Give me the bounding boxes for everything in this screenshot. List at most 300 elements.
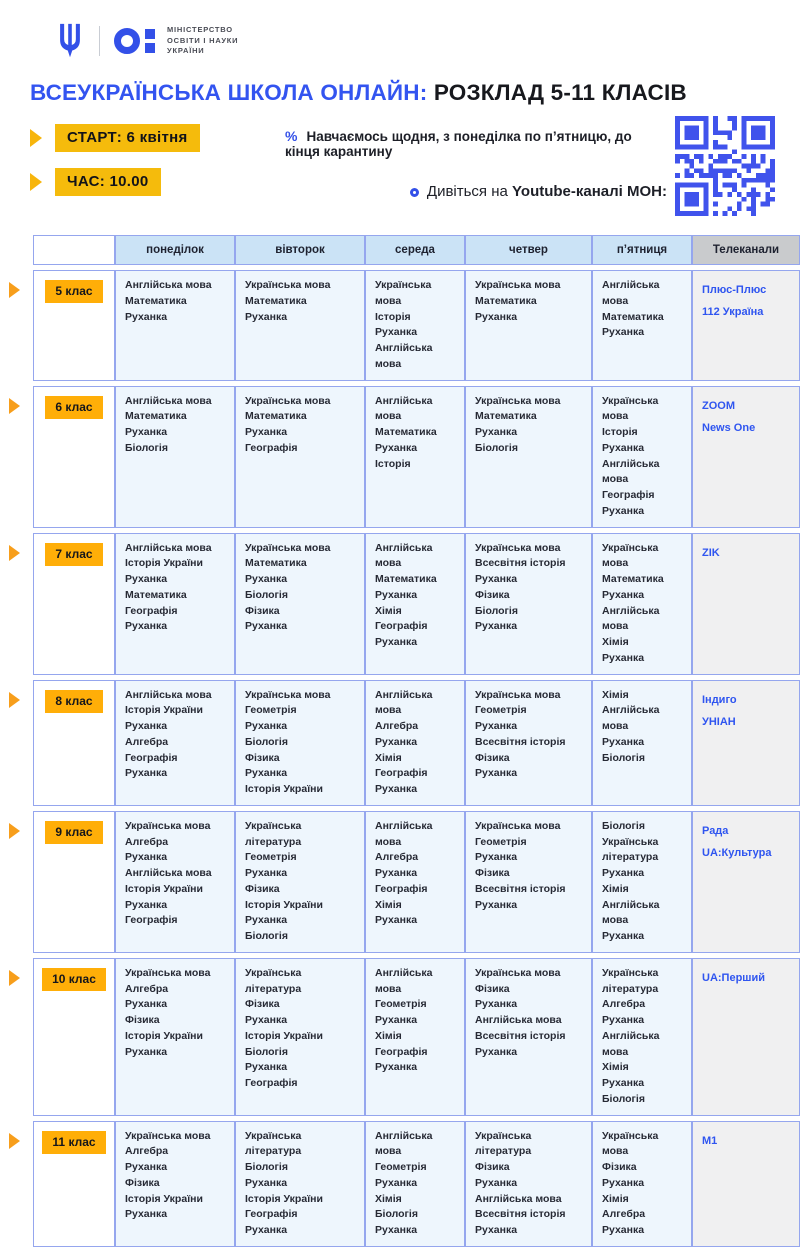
subject-line: Біологія xyxy=(245,1161,288,1173)
subject-line: Руханка xyxy=(602,1224,645,1236)
subject-line: Географія xyxy=(375,882,428,895)
schedule-row xyxy=(33,1121,800,1247)
subject-line: Історія України xyxy=(245,1192,323,1205)
subject-line: Геометрія xyxy=(245,851,297,864)
subject-line: Фізика xyxy=(245,751,280,764)
subject-line: Українська література xyxy=(602,835,659,864)
day-cell xyxy=(365,270,465,381)
subject-line: Хімія xyxy=(602,882,629,895)
subject-line: Геометрія xyxy=(245,704,297,717)
subject-line: Англійська мова xyxy=(475,1192,562,1205)
arrow-right-icon xyxy=(30,173,42,191)
subject-line: Хімія xyxy=(375,751,402,764)
day-cell xyxy=(235,680,365,806)
title-blue-part: ВСЕУКРАЇНСЬКА ШКОЛА ОНЛАЙН: xyxy=(30,80,434,105)
info-section xyxy=(30,124,775,216)
day-cell xyxy=(115,958,235,1116)
subject-line: Хімія xyxy=(602,1061,629,1074)
subject-line: Біологія xyxy=(375,1208,418,1221)
subject-line: Біологія xyxy=(245,930,288,942)
day-header-1: вівторок xyxy=(235,235,365,265)
table-header-row xyxy=(33,235,800,265)
schedule-table-wrap xyxy=(33,230,800,1252)
subject-line: Геометрія xyxy=(375,1161,427,1173)
subject-line: Англійська мова xyxy=(475,1014,562,1026)
day-cell xyxy=(465,386,592,528)
subject-line: Фізика xyxy=(475,867,510,879)
arrow-right-icon xyxy=(30,129,42,147)
subject-line: Алгебра xyxy=(125,835,169,848)
subject-line: Історія України xyxy=(245,783,323,795)
day-cell xyxy=(115,270,235,381)
schedule-row xyxy=(33,533,800,675)
grade-badge: 7 клас xyxy=(45,543,102,566)
subject-line: Руханка xyxy=(375,1061,418,1074)
subject-line: Англійська мова xyxy=(375,966,433,995)
subject-line: Англійська мова xyxy=(375,819,433,848)
schedule-table xyxy=(33,230,800,1252)
channels-cell xyxy=(692,811,800,953)
subject-line: Руханка xyxy=(475,310,518,323)
subject-line: Руханка xyxy=(375,735,418,748)
subject-line: Хімія xyxy=(375,1029,402,1042)
subject-line: Руханка xyxy=(475,898,518,911)
subject-line: Руханка xyxy=(125,573,168,585)
title-dark-part: РОЗКЛАД 5-11 КЛАСІВ xyxy=(433,80,687,105)
day-cell xyxy=(115,811,235,953)
subject-line: Українська література xyxy=(475,1129,532,1158)
row-arrow-icon xyxy=(9,282,20,298)
subject-line: Українська мова xyxy=(245,541,331,554)
ministry-logo xyxy=(55,22,805,60)
subject-line: Українська мова xyxy=(475,541,561,554)
subject-line: Руханка xyxy=(475,620,518,633)
day-cell xyxy=(465,958,592,1116)
grade-badge: 5 клас xyxy=(45,280,102,303)
channels-cell xyxy=(692,680,800,806)
subject-line: Українська мова xyxy=(602,394,659,423)
day-cell xyxy=(592,1121,692,1247)
subject-line: Руханка xyxy=(125,851,168,864)
day-cell xyxy=(465,270,592,381)
subject-line: Українська мова xyxy=(602,541,659,570)
channels-cell xyxy=(692,270,800,381)
subject-line: Англійська мова xyxy=(602,704,660,732)
subject-line: Руханка xyxy=(245,426,288,438)
subject-line: Алгебра xyxy=(125,1145,169,1158)
subject-line: Історія України xyxy=(245,1029,323,1042)
subject-line: Математика xyxy=(602,310,664,323)
subject-line: Українська мова xyxy=(125,966,211,979)
subject-line: Руханка xyxy=(602,588,645,601)
channels-header: Телеканали xyxy=(692,235,800,265)
day-header-4: п’ятниця xyxy=(592,235,692,265)
subject-line: Руханка xyxy=(602,1077,645,1089)
subject-line: Руханка xyxy=(245,573,288,585)
subject-line: Англійська мова xyxy=(375,688,433,717)
grade-badge: 8 клас xyxy=(45,690,102,713)
subject-line: Географія xyxy=(245,1077,298,1089)
time-badge-row xyxy=(30,168,285,196)
subject-line: Англійська мова xyxy=(125,688,212,701)
page-title xyxy=(30,80,805,106)
day-cell xyxy=(365,958,465,1116)
subject-line: Руханка xyxy=(602,504,645,517)
channel-line: M1 xyxy=(702,1134,718,1147)
subject-line: Українська література xyxy=(245,1129,302,1158)
subject-line: Руханка xyxy=(245,620,288,633)
subject-line: Українська мова xyxy=(475,966,561,979)
subject-line: Біологія xyxy=(475,441,518,454)
subject-line: Історія xyxy=(375,310,411,323)
subject-line: Українська мова xyxy=(602,1129,659,1158)
subject-line: Геометрія xyxy=(375,998,427,1011)
day-header-2: середа xyxy=(365,235,465,265)
day-cell xyxy=(235,811,365,953)
subject-line: Історія xyxy=(602,426,638,438)
day-cell xyxy=(592,533,692,675)
subject-line: Українська мова xyxy=(475,279,561,291)
subject-line: Алгебра xyxy=(375,720,419,732)
subject-line: Руханка xyxy=(125,310,168,323)
subject-line: Руханка xyxy=(245,1061,288,1074)
grade-cell xyxy=(33,533,115,675)
subject-line: Хімія xyxy=(375,898,402,911)
subject-line: Руханка xyxy=(375,783,418,795)
mon-logo-icon xyxy=(114,28,155,54)
subject-line: Хімія xyxy=(375,1192,402,1205)
subject-line: Руханка xyxy=(125,1161,168,1173)
day-header-3: четвер xyxy=(465,235,592,265)
start-badge: СТАРТ: 6 квітня xyxy=(55,124,200,152)
day-cell xyxy=(365,533,465,675)
day-cell xyxy=(365,1121,465,1247)
subject-line: Руханка xyxy=(602,1176,645,1189)
day-cell xyxy=(465,533,592,675)
day-cell xyxy=(235,1121,365,1247)
subject-line: Англійська мова xyxy=(602,898,660,927)
subject-line: Українська література xyxy=(602,966,659,995)
subject-line: Історія xyxy=(375,457,411,470)
subject-line: Англійська мова xyxy=(125,279,212,291)
subject-line: Руханка xyxy=(602,930,645,942)
subject-line: Біологія xyxy=(245,735,288,748)
subject-line: Українська мова xyxy=(245,688,331,701)
subject-line: Руханка xyxy=(602,867,645,879)
grade-cell xyxy=(33,1121,115,1247)
subject-line: Географія xyxy=(125,604,178,617)
subject-line: Українська мова xyxy=(375,279,432,307)
schedule-row xyxy=(33,811,800,953)
subject-line: Математика xyxy=(125,410,187,423)
day-cell xyxy=(115,1121,235,1247)
subject-line: Біологія xyxy=(602,1092,645,1105)
grade-badge: 9 клас xyxy=(45,821,102,844)
subject-line: Руханка xyxy=(245,914,288,927)
subject-line: Географія xyxy=(245,441,298,454)
day-cell xyxy=(115,386,235,528)
subject-line: Біологія xyxy=(475,604,518,617)
subject-line: Руханка xyxy=(125,1208,168,1221)
channel-line: УНІАН xyxy=(702,715,736,728)
subject-line: Руханка xyxy=(602,651,645,664)
row-arrow-icon xyxy=(9,398,20,414)
subject-line: Математика xyxy=(245,294,307,307)
subject-line: Фізика xyxy=(602,1161,637,1173)
subject-line: Руханка xyxy=(245,1224,288,1236)
subject-line: Руханка xyxy=(375,867,418,879)
day-cell xyxy=(592,811,692,953)
subject-line: Історія України xyxy=(245,898,323,911)
day-cell xyxy=(235,958,365,1116)
schedule-row xyxy=(33,386,800,528)
circle-icon xyxy=(410,188,419,197)
row-arrow-icon xyxy=(9,970,20,986)
day-cell xyxy=(365,680,465,806)
subject-line: Фізика xyxy=(475,1161,510,1173)
subject-line: Математика xyxy=(475,294,537,307)
subject-line: Історія України xyxy=(125,1192,203,1205)
subject-line: Математика xyxy=(602,573,664,585)
subject-line: Англійська мова xyxy=(125,394,212,407)
subject-line: Біологія xyxy=(245,1045,288,1058)
subject-line: Геометрія xyxy=(475,835,527,848)
channel-line: UA:Культура xyxy=(702,846,772,859)
subject-line: Фізика xyxy=(125,1014,160,1026)
subject-line: Англійська мова xyxy=(375,1129,433,1158)
subject-line: Руханка xyxy=(125,1045,168,1058)
row-arrow-icon xyxy=(9,1133,20,1149)
subject-line: Математика xyxy=(245,410,307,423)
subject-line: Математика xyxy=(125,294,187,307)
subject-line: Руханка xyxy=(475,1045,518,1058)
subject-line: Руханка xyxy=(245,720,288,732)
subject-line: Руханка xyxy=(245,1014,288,1026)
subject-line: Руханка xyxy=(375,1176,418,1189)
day-cell xyxy=(235,270,365,381)
grade-cell xyxy=(33,680,115,806)
row-arrow-icon xyxy=(9,823,20,839)
grade-badge: 6 клас xyxy=(45,396,102,419)
subject-line: Фізика xyxy=(475,982,510,995)
subject-line: Руханка xyxy=(475,720,518,732)
time-badge: ЧАС: 10.00 xyxy=(55,168,161,196)
subject-line: Біологія xyxy=(125,441,168,454)
subject-line: Біологія xyxy=(245,588,288,601)
subject-line: Руханка xyxy=(125,620,168,633)
subject-line: Українська мова xyxy=(245,279,331,291)
subject-line: Фізика xyxy=(245,882,280,895)
subject-line: Історія України xyxy=(125,557,203,570)
subject-line: Руханка xyxy=(375,636,418,648)
subject-line: Українська мова xyxy=(125,819,211,832)
subject-line: Всесвітня історія xyxy=(475,557,566,570)
row-arrow-icon xyxy=(9,692,20,708)
subject-line: Руханка xyxy=(475,998,518,1011)
subject-line: Англійська мова xyxy=(602,279,660,307)
subject-line: Математика xyxy=(475,410,537,423)
subject-line: Всесвітня історія xyxy=(475,1208,566,1221)
percent-icon: % xyxy=(285,128,298,144)
subject-line: Українська мова xyxy=(245,394,331,407)
subject-line: Біологія xyxy=(602,751,645,764)
subject-line: Алгебра xyxy=(125,735,169,748)
subject-line: Руханка xyxy=(475,426,518,438)
subject-line: Алгебра xyxy=(602,998,646,1011)
ministry-name: МІНІСТЕРСТВО ОСВІТИ І НАУКИ УКРАЇНИ xyxy=(167,24,239,56)
day-cell xyxy=(235,533,365,675)
grade-cell xyxy=(33,386,115,528)
channel-line: 112 Україна xyxy=(702,306,764,318)
channel-line: News One xyxy=(702,421,756,434)
subject-line: Українська література xyxy=(245,819,302,848)
subject-line: Англійська мова xyxy=(602,604,660,633)
subject-line: Руханка xyxy=(375,441,418,454)
row-arrow-icon xyxy=(9,545,20,561)
subject-line: Історія України xyxy=(125,704,203,717)
schedule-row xyxy=(33,680,800,806)
grade-cell xyxy=(33,270,115,381)
subject-line: Хімія xyxy=(602,688,629,701)
subject-line: Алгебра xyxy=(125,982,169,995)
channels-cell xyxy=(692,533,800,675)
subject-line: Геометрія xyxy=(475,704,527,717)
subject-line: Руханка xyxy=(375,1014,418,1026)
subject-line: Географія xyxy=(125,914,178,927)
subject-line: Хімія xyxy=(375,604,402,617)
subject-line: Фізика xyxy=(475,588,510,601)
channels-cell xyxy=(692,958,800,1116)
start-badge-row xyxy=(30,124,285,152)
subject-line: Географія xyxy=(375,1045,428,1058)
logo-divider xyxy=(99,26,100,56)
grade-badge: 10 клас xyxy=(42,968,106,991)
subject-line: Руханка xyxy=(602,735,645,748)
subject-line: Англійська мова xyxy=(375,541,433,570)
subject-line: Руханка xyxy=(602,1014,645,1026)
subject-line: Руханка xyxy=(125,720,168,732)
subject-line: Руханка xyxy=(475,767,518,780)
subject-line: Хімія xyxy=(602,1192,629,1205)
channel-line: UA:Перший xyxy=(702,971,765,984)
channels-cell xyxy=(692,1121,800,1247)
subject-line: Англійська мова xyxy=(375,342,433,370)
subject-line: Фізика xyxy=(125,1176,160,1189)
subject-line: Українська мова xyxy=(475,819,561,832)
subject-line: Історія України xyxy=(125,882,203,895)
grade-column-header xyxy=(33,235,115,265)
subject-line: Географія xyxy=(375,620,428,633)
subject-line: Фізика xyxy=(245,998,280,1011)
subject-line: Математика xyxy=(375,573,437,585)
subject-line: Фізика xyxy=(475,751,510,764)
day-cell xyxy=(465,680,592,806)
schedule-poster xyxy=(0,22,805,1236)
subject-line: Руханка xyxy=(125,426,168,438)
subject-line: Руханка xyxy=(245,767,288,780)
grade-badge: 11 клас xyxy=(42,1131,105,1154)
channels-cell xyxy=(692,386,800,528)
grade-cell xyxy=(33,958,115,1116)
subject-line: Руханка xyxy=(475,851,518,864)
subject-line: Математика xyxy=(125,588,187,601)
subject-line: Всесвітня історія xyxy=(475,882,566,895)
subject-line: Руханка xyxy=(245,1176,288,1189)
subject-line: Руханка xyxy=(602,441,645,454)
subject-line: Всесвітня історія xyxy=(475,735,566,748)
channel-line: ZOOM xyxy=(702,399,735,412)
day-cell xyxy=(115,680,235,806)
subject-line: Руханка xyxy=(125,898,168,911)
channel-line: Рада xyxy=(702,824,729,837)
subject-line: Математика xyxy=(245,557,307,570)
subject-line: Фізика xyxy=(245,604,280,617)
subject-line: Руханка xyxy=(375,1224,418,1236)
subject-line: Географія xyxy=(375,767,428,780)
subject-line: Руханка xyxy=(125,998,168,1011)
day-cell xyxy=(465,1121,592,1247)
day-header-0: понеділок xyxy=(115,235,235,265)
subject-line: Алгебра xyxy=(375,851,419,864)
day-cell xyxy=(592,680,692,806)
subject-line: Руханка xyxy=(602,326,645,339)
day-cell xyxy=(365,386,465,528)
subject-line: Англійська мова xyxy=(125,541,212,554)
subject-line: Руханка xyxy=(375,326,418,339)
subject-line: Англійська мова xyxy=(602,1029,660,1058)
subject-line: Всесвітня історія xyxy=(475,1029,566,1042)
day-cell xyxy=(592,386,692,528)
day-cell xyxy=(115,533,235,675)
qr-code xyxy=(675,116,775,216)
subject-line: Руханка xyxy=(475,1176,518,1189)
schedule-row xyxy=(33,270,800,381)
youtube-note: Дивіться на Youtube-каналі МОН: xyxy=(285,183,667,200)
subject-line: Хімія xyxy=(602,636,629,648)
subject-line: Біологія xyxy=(602,819,645,832)
subject-line: Англійська мова xyxy=(125,867,212,879)
subject-line: Руханка xyxy=(245,310,288,323)
subject-line: Англійська мова xyxy=(602,457,660,486)
subject-line: Українська мова xyxy=(475,394,561,407)
subject-line: Історія України xyxy=(125,1029,203,1042)
trident-icon xyxy=(55,23,85,59)
day-cell xyxy=(465,811,592,953)
daily-schedule-note: % Навчаємось щодня, з понеділка по п’ятницю, до кінця карантину xyxy=(285,128,632,159)
subject-line: Руханка xyxy=(375,914,418,927)
subject-line: Руханка xyxy=(475,1224,518,1236)
subject-line: Алгебра xyxy=(602,1208,646,1221)
channel-line: Індиго xyxy=(702,693,737,706)
schedule-row xyxy=(33,958,800,1116)
grade-cell xyxy=(33,811,115,953)
subject-line: Українська література xyxy=(245,966,302,995)
subject-line: Руханка xyxy=(245,867,288,879)
subject-line: Руханка xyxy=(375,588,418,601)
subject-line: Українська мова xyxy=(475,688,561,701)
subject-line: Математика xyxy=(375,426,437,438)
day-cell xyxy=(365,811,465,953)
day-cell xyxy=(592,958,692,1116)
subject-line: Географія xyxy=(602,489,655,501)
subject-line: Руханка xyxy=(475,573,518,585)
day-cell xyxy=(235,386,365,528)
subject-line: Географія xyxy=(125,751,178,764)
day-cell xyxy=(592,270,692,381)
channel-line: Плюс-Плюс xyxy=(702,284,767,296)
subject-line: Українська мова xyxy=(125,1129,211,1142)
channel-line: ZIK xyxy=(702,546,720,559)
